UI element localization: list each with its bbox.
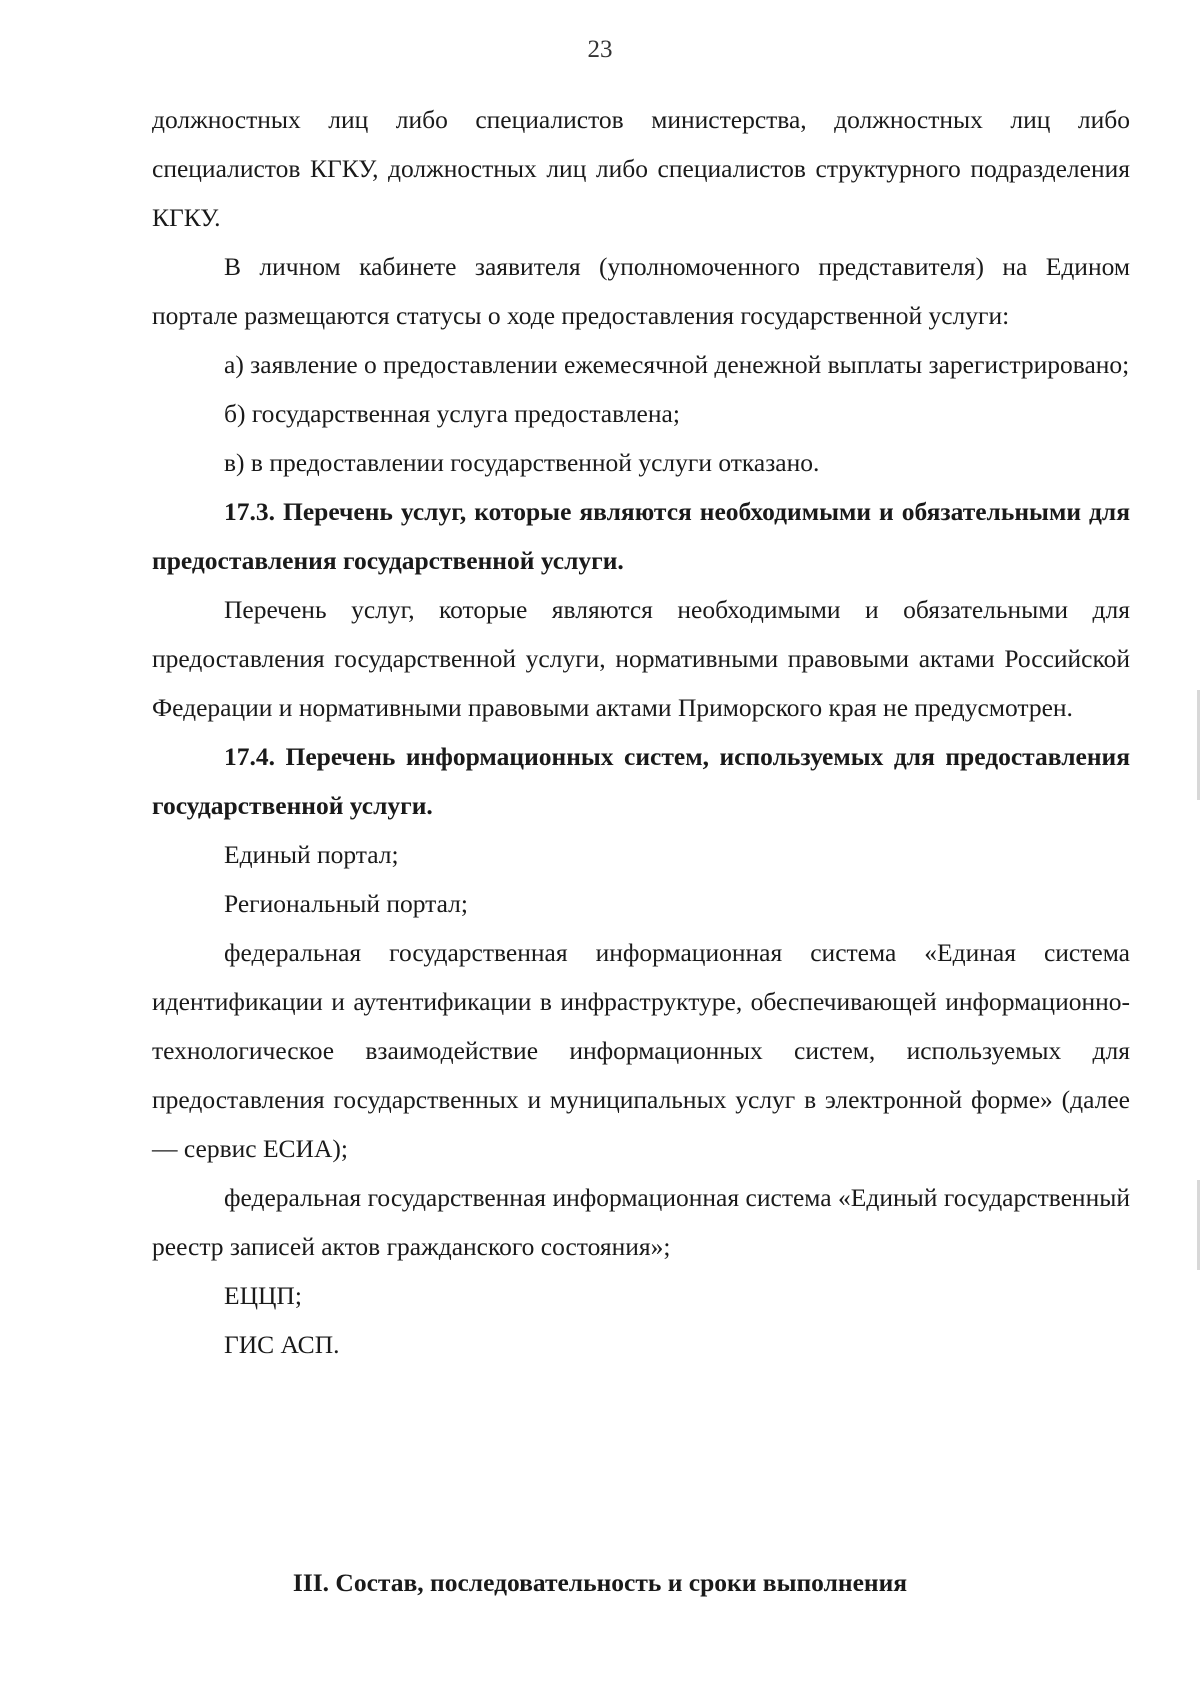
list-item-status-b: б) государственная услуга предоставлена;	[224, 399, 680, 428]
subsection-heading-17-4: 17.4. Перечень информационных систем, используемых для предоставления государственной услуги.	[152, 742, 1130, 820]
section-heading-iii: III. Состав, последовательность и сроки выполнения	[292, 1568, 908, 1597]
list-item-unified-portal: Единый портал;	[224, 840, 399, 869]
list-item-status-c: в) в предоставлении государственной услуги отказано.	[224, 448, 820, 477]
list-item-eccp: ЕЦЦП;	[224, 1281, 302, 1310]
document-body	[152, 95, 1130, 1369]
list-item-civil-registry-system: федеральная государственная информационная система «Единый государственный реестр записей актов гражданского состояния»;	[152, 1183, 1130, 1261]
list-item-esia-system: федеральная государственная информационная система «Единая система идентификации и аутентификации в инфраструктуре, обеспечивающей информационно-технологическое взаимодействие информационных систем, используемых для предоставления государственных и муниципальных услуг в электронной форме» (далее — сервис ЕСИА);	[152, 938, 1130, 1163]
subsection-heading-17-3: 17.3. Перечень услуг, которые являются необходимыми и обязательными для предоставления государственной услуги.	[152, 497, 1130, 575]
list-item-regional-portal: Региональный портал;	[224, 889, 468, 918]
page-number: 23	[587, 36, 613, 63]
list-item-gis-asp: ГИС АСП.	[224, 1330, 340, 1359]
paragraph-officials-continuation: должностных лиц либо специалистов министерства, должностных лиц либо специалистов КГКУ, должностных лиц либо специалистов структурного подразделения КГКУ.	[152, 105, 1130, 232]
paragraph-personal-account-statuses: В личном кабинете заявителя (уполномоченного представителя) на Едином портале размещаются статусы о ходе предоставления государственной услуги:	[152, 252, 1130, 330]
list-item-status-a: а) заявление о предоставлении ежемесячной денежной выплаты зарегистрировано;	[224, 350, 1130, 379]
paragraph-required-services: Перечень услуг, которые являются необходимыми и обязательными для предоставления государственной услуги, нормативными правовыми актами Российской Федерации и нормативными правовыми актами Приморского края не предусмотрен.	[152, 595, 1130, 722]
